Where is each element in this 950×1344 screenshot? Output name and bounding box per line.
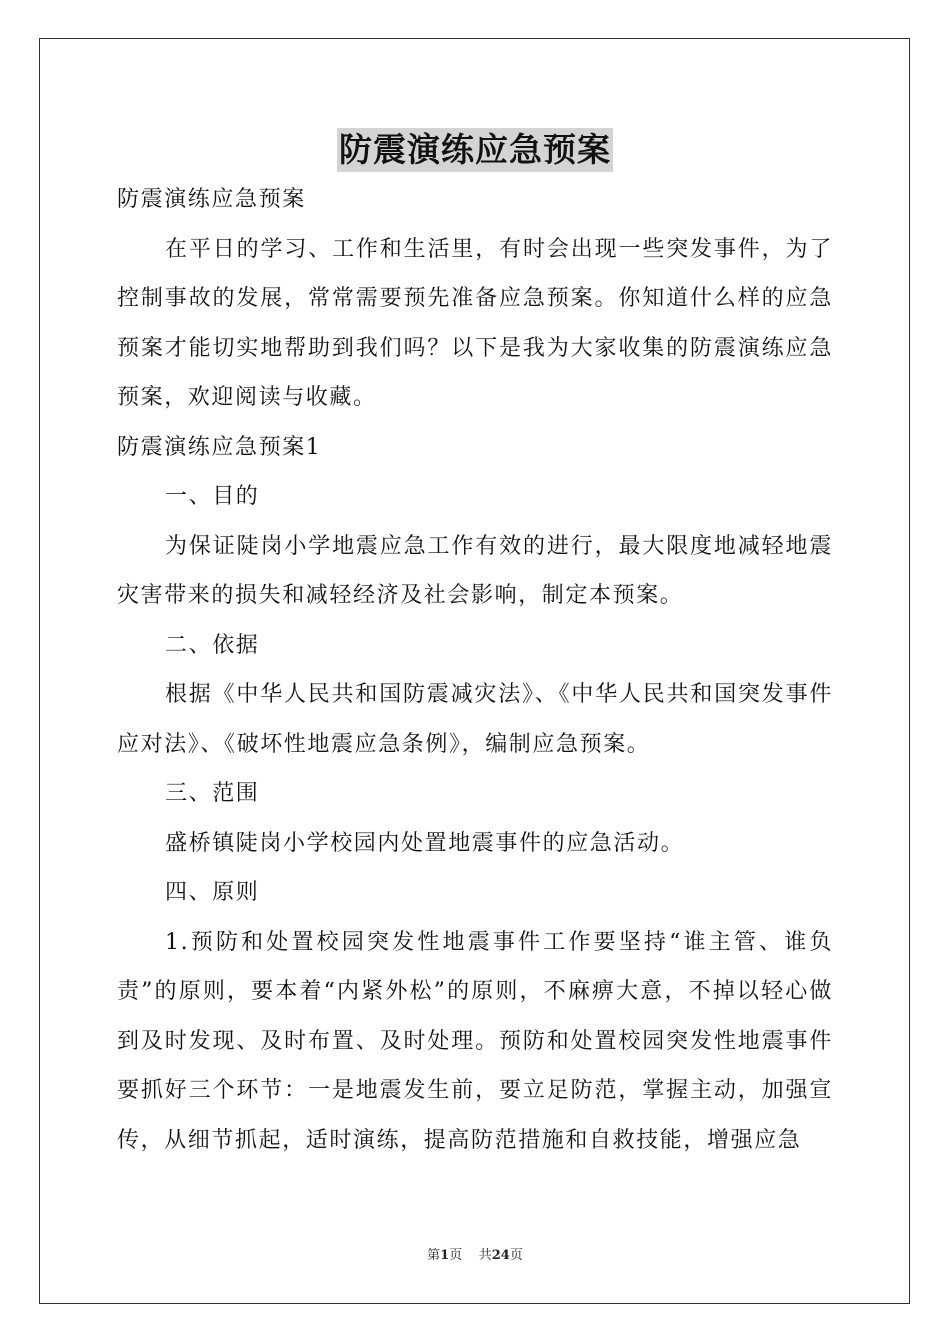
footer-total-suffix: 页	[509, 1248, 523, 1263]
title-container	[0, 128, 950, 172]
footer-total-prefix: 共	[478, 1248, 492, 1263]
page-footer	[0, 1244, 950, 1263]
paragraph: 防震演练应急预案	[117, 187, 306, 212]
document-title: 防震演练应急预案	[337, 128, 613, 172]
paragraph: 1.预防和处置校园突发性地震事件工作要坚持“谁主管、谁负责”的原则，要本着“内紧外松”的原则，不麻痹大意，不掉以轻心做到及时发现、及时布置、及时处理。预防和处置校园突发性地震事件要抓好三个环节：一是地震发生前，要立足防范，掌握主动，加强宣传，从细节抓起，适时演练，提高防范措施和自救技能，增强应急	[117, 929, 833, 1153]
footer-page-number: 1	[440, 1248, 450, 1263]
paragraph: 盛桥镇陡岗小学校园内处置地震事件的应急活动。	[165, 830, 685, 856]
footer-total-pages: 24	[491, 1248, 510, 1263]
paragraph: 为保证陡岗小学地震应急工作有效的进行，最大限度地减轻地震灾害带来的损失和减轻经济及社会影响，制定本预案。	[117, 533, 833, 608]
paragraph: 在平日的学习、工作和生活里，有时会出现一些突发事件，为了控制事故的发展，常常需要预先准备应急预案。你知道什么样的应急预案才能切实地帮助到我们吗？以下是我为大家收集的防震演练应急预案，欢迎阅读与收藏。	[117, 236, 833, 410]
subsection-heading: 二、依据	[165, 632, 260, 658]
footer-page-prefix: 第	[427, 1248, 441, 1263]
footer-page-suffix: 页	[449, 1248, 463, 1263]
subsection-heading: 四、原则	[165, 880, 260, 905]
paragraph: 根据《中华人民共和国防震减灾法》、《中华人民共和国突发事件应对法》、《破坏性地震应急条例》，编制应急预案。	[117, 682, 833, 757]
document-body	[117, 175, 833, 1165]
subsection-heading: 三、范围	[165, 781, 260, 806]
subsection-heading: 一、目的	[165, 484, 260, 509]
section-heading: 防震演练应急预案1	[117, 434, 322, 460]
